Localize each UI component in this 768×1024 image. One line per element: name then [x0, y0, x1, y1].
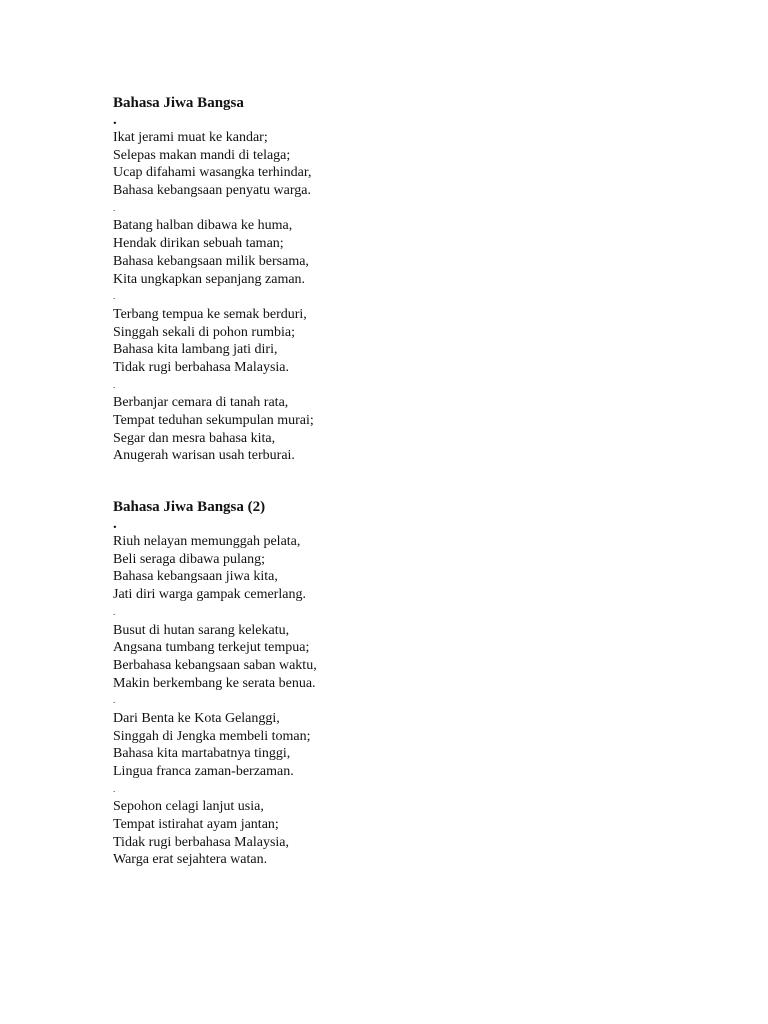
poem-line: Bahasa kebangsaan jiwa kita,	[113, 569, 278, 585]
stanza	[113, 217, 673, 288]
poem-line: Singgah di Jengka membeli toman;	[113, 728, 311, 744]
poem-line: Lingua franca zaman-berzaman.	[113, 764, 294, 779]
poem-line: Dari Benta ke Kota Gelanggi,	[113, 710, 280, 726]
poem-line: Tidak rugi berbahasa Malaysia,	[113, 834, 289, 850]
stanza-separator: .	[113, 379, 116, 390]
poem	[113, 498, 673, 869]
stanza	[113, 533, 673, 604]
document-body	[113, 94, 673, 869]
title-dot: .	[113, 516, 117, 533]
stanza	[113, 306, 673, 377]
poem-line: Riuh nelayan memunggah pelata,	[113, 534, 301, 550]
poem	[113, 94, 673, 465]
stanza-separator: .	[113, 695, 116, 706]
stanza	[113, 129, 673, 200]
poem-line: Batang halban dibawa ke huma,	[113, 218, 293, 234]
poem-title: Bahasa Jiwa Bangsa (2)	[113, 499, 266, 516]
poem-line: Hendak dirikan sebuah taman;	[113, 236, 284, 252]
poem-line: Ucap difahami wasangka terhindar,	[113, 165, 312, 181]
title-dot: .	[113, 112, 117, 128]
poem-line: Singgah sekali di pohon rumbia;	[113, 324, 295, 340]
poem-line: Berbahasa kebangsaan saban waktu,	[113, 657, 317, 673]
poem-line: Tempat teduhan sekumpulan murai;	[113, 413, 314, 428]
stanza-separator: .	[113, 606, 116, 617]
poem-line: Tidak rugi berbahasa Malaysia.	[113, 359, 289, 375]
poem-line: Terbang tempua ke semak berduri,	[113, 306, 307, 322]
poem-line: Ikat jerami muat ke kandar;	[113, 130, 268, 145]
poem-line: Selepas makan mandi di telaga;	[113, 147, 291, 163]
poem-line: Beli seraga dibawa pulang;	[113, 551, 266, 567]
poem-title: Bahasa Jiwa Bangsa	[113, 95, 244, 111]
poem-line: Bahasa kebangsaan penyatu warga.	[113, 183, 311, 199]
stanza	[113, 394, 673, 465]
poem-line: Busut di hutan sarang kelekatu,	[113, 622, 290, 638]
poem-line: Tempat istirahat ayam jantan;	[113, 817, 279, 833]
stanza	[113, 622, 673, 693]
poem-line: Angsana tumbang terkejut tempua;	[113, 640, 310, 656]
poem-line: Bahasa kita lambang jati diri,	[113, 342, 278, 358]
poem-line: Kita ungkapkan sepanjang zaman.	[113, 271, 306, 287]
poem-line: Anugerah warisan usah terburai.	[113, 448, 295, 464]
poem-line: Berbanjar cemara di tanah rata,	[113, 395, 289, 411]
poem-line: Bahasa kita martabatnya tinggi,	[113, 746, 291, 762]
stanza-separator: .	[113, 291, 116, 302]
poem-line: Makin berkembang ke serata benua.	[113, 675, 316, 691]
stanza	[113, 710, 673, 781]
poem-list	[113, 94, 673, 869]
poem-line: Segar dan mesra bahasa kita,	[113, 430, 276, 446]
poem-line: Sepohon celagi lanjut usia,	[113, 799, 264, 815]
stanza-separator: .	[113, 783, 116, 794]
poem-line: Warga erat sejahtera watan.	[113, 852, 268, 868]
poem-line: Jati diri warga gampak cemerlang.	[113, 587, 306, 603]
stanza-separator: .	[113, 202, 116, 213]
poem-line: Bahasa kebangsaan milik bersama,	[113, 253, 309, 269]
stanza	[113, 798, 673, 869]
